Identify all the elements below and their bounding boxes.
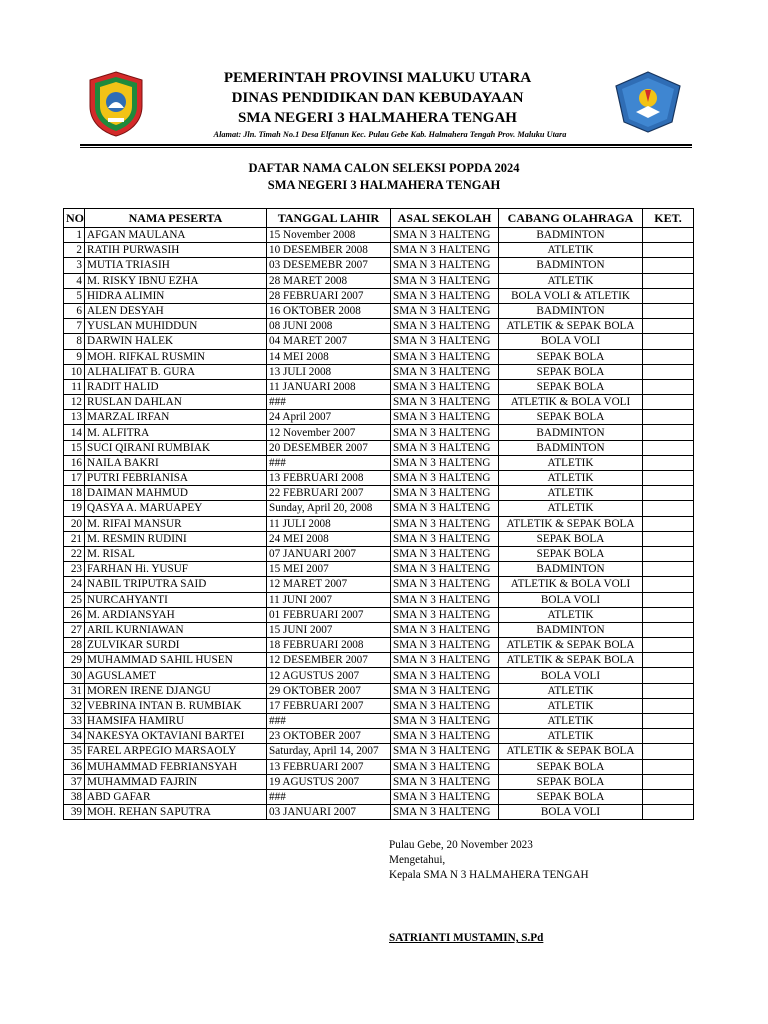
cell-ket — [643, 288, 694, 303]
cell-no: 29 — [64, 653, 85, 668]
cell-no: 30 — [64, 668, 85, 683]
cell-ket — [643, 440, 694, 455]
table-row — [64, 789, 694, 804]
cell-cabang-olahraga: SEPAK BOLA — [499, 531, 643, 546]
signature-acknowledged: Mengetahui, — [389, 854, 446, 866]
cell-ket — [643, 698, 694, 713]
cell-asal-sekolah: SMA N 3 HALTENG — [391, 744, 499, 759]
cell-nama: HAMSIFA HAMIRU — [85, 714, 267, 729]
province-emblem-icon — [86, 70, 146, 138]
cell-tanggal-lahir: 11 JULI 2008 — [267, 516, 391, 531]
cell-nama: MARZAL IRFAN — [85, 410, 267, 425]
cell-nama: MUHAMMAD SAHIL HUSEN — [85, 653, 267, 668]
table-row — [64, 668, 694, 683]
cell-ket — [643, 319, 694, 334]
cell-tanggal-lahir: 13 FEBRUARI 2007 — [267, 759, 391, 774]
cell-tanggal-lahir: 24 April 2007 — [267, 410, 391, 425]
table-row — [64, 364, 694, 379]
cell-no: 35 — [64, 744, 85, 759]
cell-ket — [643, 714, 694, 729]
cell-asal-sekolah: SMA N 3 HALTENG — [391, 577, 499, 592]
cell-nama: NABIL TRIPUTRA SAID — [85, 577, 267, 592]
cell-ket — [643, 638, 694, 653]
cell-tanggal-lahir: 08 JUNI 2008 — [267, 319, 391, 334]
cell-ket — [643, 334, 694, 349]
cell-nama: RUSLAN DAHLAN — [85, 395, 267, 410]
cell-ket — [643, 228, 694, 243]
cell-cabang-olahraga: BOLA VOLI — [499, 668, 643, 683]
cell-nama: M. ARDIANSYAH — [85, 607, 267, 622]
header-tanggal-lahir: TANGGAL LAHIR — [267, 209, 391, 228]
signature-position: Kepala SMA N 3 HALMAHERA TENGAH — [389, 869, 589, 881]
cell-no: 21 — [64, 531, 85, 546]
cell-no: 15 — [64, 440, 85, 455]
table-row — [64, 714, 694, 729]
cell-nama: M. RISKY IBNU EZHA — [85, 273, 267, 288]
cell-ket — [643, 607, 694, 622]
cell-no: 20 — [64, 516, 85, 531]
header-divider-thin — [80, 147, 692, 148]
table-row — [64, 379, 694, 394]
cell-cabang-olahraga: BADMINTON — [499, 622, 643, 637]
cell-asal-sekolah: SMA N 3 HALTENG — [391, 531, 499, 546]
cell-ket — [643, 759, 694, 774]
table-row — [64, 410, 694, 425]
cell-no: 25 — [64, 592, 85, 607]
letterhead — [0, 66, 768, 146]
cell-tanggal-lahir: 17 FEBRUARI 2007 — [267, 698, 391, 713]
cell-ket — [643, 729, 694, 744]
cell-asal-sekolah: SMA N 3 HALTENG — [391, 607, 499, 622]
cell-cabang-olahraga: SEPAK BOLA — [499, 349, 643, 364]
table-row — [64, 440, 694, 455]
cell-asal-sekolah: SMA N 3 HALTENG — [391, 379, 499, 394]
cell-cabang-olahraga: BADMINTON — [499, 228, 643, 243]
cell-nama: MUHAMMAD FEBRIANSYAH — [85, 759, 267, 774]
cell-no: 3 — [64, 258, 85, 273]
cell-asal-sekolah: SMA N 3 HALTENG — [391, 774, 499, 789]
table-row — [64, 425, 694, 440]
cell-nama: MOH. RIFKAL RUSMIN — [85, 349, 267, 364]
cell-ket — [643, 577, 694, 592]
cell-tanggal-lahir: 18 FEBRUARI 2008 — [267, 638, 391, 653]
cell-no: 6 — [64, 303, 85, 318]
cell-asal-sekolah: SMA N 3 HALTENG — [391, 288, 499, 303]
table-row — [64, 531, 694, 546]
cell-asal-sekolah: SMA N 3 HALTENG — [391, 228, 499, 243]
cell-tanggal-lahir: 22 FEBRUARI 2007 — [267, 486, 391, 501]
cell-nama: ABD GAFAR — [85, 789, 267, 804]
cell-ket — [643, 425, 694, 440]
table-row — [64, 638, 694, 653]
cell-ket — [643, 273, 694, 288]
cell-asal-sekolah: SMA N 3 HALTENG — [391, 364, 499, 379]
header-nama-peserta: NAMA PESERTA — [85, 209, 267, 228]
cell-ket — [643, 789, 694, 804]
cell-cabang-olahraga: ATLETIK & SEPAK BOLA — [499, 516, 643, 531]
cell-nama: MUTIA TRIASIH — [85, 258, 267, 273]
cell-cabang-olahraga: SEPAK BOLA — [499, 789, 643, 804]
cell-asal-sekolah: SMA N 3 HALTENG — [391, 562, 499, 577]
table-row — [64, 455, 694, 470]
cell-asal-sekolah: SMA N 3 HALTENG — [391, 471, 499, 486]
cell-tanggal-lahir: 12 November 2007 — [267, 425, 391, 440]
cell-no: 23 — [64, 562, 85, 577]
cell-ket — [643, 562, 694, 577]
cell-no: 24 — [64, 577, 85, 592]
cell-cabang-olahraga: BOLA VOLI & ATLETIK — [499, 288, 643, 303]
cell-nama: ZULVIKAR SURDI — [85, 638, 267, 653]
header-asal-sekolah: ASAL SEKOLAH — [391, 209, 499, 228]
cell-tanggal-lahir: ### — [267, 714, 391, 729]
cell-no: 26 — [64, 607, 85, 622]
cell-asal-sekolah: SMA N 3 HALTENG — [391, 425, 499, 440]
table-row — [64, 486, 694, 501]
cell-nama: HIDRA ALIMIN — [85, 288, 267, 303]
cell-tanggal-lahir: 03 DESEMEBR 2007 — [267, 258, 391, 273]
cell-tanggal-lahir: 15 MEI 2007 — [267, 562, 391, 577]
table-row — [64, 683, 694, 698]
table-row — [64, 501, 694, 516]
cell-no: 14 — [64, 425, 85, 440]
cell-tanggal-lahir: 04 MARET 2007 — [267, 334, 391, 349]
cell-tanggal-lahir: 13 JULI 2008 — [267, 364, 391, 379]
cell-tanggal-lahir: 29 OKTOBER 2007 — [267, 683, 391, 698]
cell-no: 39 — [64, 805, 85, 820]
cell-ket — [643, 349, 694, 364]
cell-nama: ALEN DESYAH — [85, 303, 267, 318]
table-row — [64, 258, 694, 273]
cell-ket — [643, 364, 694, 379]
cell-tanggal-lahir: 23 OKTOBER 2007 — [267, 729, 391, 744]
cell-asal-sekolah: SMA N 3 HALTENG — [391, 486, 499, 501]
cell-cabang-olahraga: SEPAK BOLA — [499, 410, 643, 425]
cell-cabang-olahraga: ATLETIK — [499, 243, 643, 258]
cell-ket — [643, 805, 694, 820]
cell-cabang-olahraga: SEPAK BOLA — [499, 546, 643, 561]
cell-tanggal-lahir: 12 AGUSTUS 2007 — [267, 668, 391, 683]
table-row — [64, 273, 694, 288]
cell-asal-sekolah: SMA N 3 HALTENG — [391, 592, 499, 607]
cell-ket — [643, 683, 694, 698]
cell-asal-sekolah: SMA N 3 HALTENG — [391, 759, 499, 774]
cell-cabang-olahraga: BADMINTON — [499, 425, 643, 440]
cell-nama: DAIMAN MAHMUD — [85, 486, 267, 501]
table-body — [64, 228, 694, 820]
cell-tanggal-lahir: Saturday, April 14, 2007 — [267, 744, 391, 759]
cell-nama: RADIT HALID — [85, 379, 267, 394]
cell-ket — [643, 395, 694, 410]
cell-asal-sekolah: SMA N 3 HALTENG — [391, 410, 499, 425]
cell-nama: MOH. REHAN SAPUTRA — [85, 805, 267, 820]
cell-ket — [643, 546, 694, 561]
cell-asal-sekolah: SMA N 3 HALTENG — [391, 638, 499, 653]
cell-no: 11 — [64, 379, 85, 394]
cell-cabang-olahraga: ATLETIK & SEPAK BOLA — [499, 744, 643, 759]
participant-table — [63, 208, 694, 820]
cell-nama: ALHALIFAT B. GURA — [85, 364, 267, 379]
cell-no: 36 — [64, 759, 85, 774]
cell-nama: NAILA BAKRI — [85, 455, 267, 470]
cell-no: 7 — [64, 319, 85, 334]
table-row — [64, 759, 694, 774]
cell-tanggal-lahir: 03 JANUARI 2007 — [267, 805, 391, 820]
header-no: NO — [64, 209, 85, 228]
header-divider-thick — [80, 144, 692, 146]
cell-cabang-olahraga: SEPAK BOLA — [499, 774, 643, 789]
cell-nama: AGUSLAMET — [85, 668, 267, 683]
table-row — [64, 698, 694, 713]
table-row — [64, 577, 694, 592]
cell-nama: VEBRINA INTAN B. RUMBIAK — [85, 698, 267, 713]
cell-tanggal-lahir: ### — [267, 395, 391, 410]
table-row — [64, 622, 694, 637]
cell-cabang-olahraga: BOLA VOLI — [499, 334, 643, 349]
cell-nama: NAKESYA OKTAVIANI BARTEI — [85, 729, 267, 744]
table-row — [64, 471, 694, 486]
cell-ket — [643, 516, 694, 531]
cell-tanggal-lahir: 13 FEBRUARI 2008 — [267, 471, 391, 486]
cell-no: 4 — [64, 273, 85, 288]
cell-no: 33 — [64, 714, 85, 729]
cell-cabang-olahraga: ATLETIK & SEPAK BOLA — [499, 319, 643, 334]
cell-tanggal-lahir: 12 MARET 2007 — [267, 577, 391, 592]
cell-no: 2 — [64, 243, 85, 258]
table-row — [64, 228, 694, 243]
cell-asal-sekolah: SMA N 3 HALTENG — [391, 273, 499, 288]
cell-asal-sekolah: SMA N 3 HALTENG — [391, 683, 499, 698]
cell-ket — [643, 303, 694, 318]
cell-asal-sekolah: SMA N 3 HALTENG — [391, 714, 499, 729]
cell-asal-sekolah: SMA N 3 HALTENG — [391, 729, 499, 744]
cell-cabang-olahraga: ATLETIK & BOLA VOLI — [499, 577, 643, 592]
cell-no: 5 — [64, 288, 85, 303]
cell-nama: QASYA A. MARUAPEY — [85, 501, 267, 516]
cell-tanggal-lahir: 10 DESEMBER 2008 — [267, 243, 391, 258]
cell-asal-sekolah: SMA N 3 HALTENG — [391, 258, 499, 273]
table-row — [64, 303, 694, 318]
cell-tanggal-lahir: 19 AGUSTUS 2007 — [267, 774, 391, 789]
cell-ket — [643, 622, 694, 637]
cell-cabang-olahraga: ATLETIK — [499, 471, 643, 486]
cell-nama: FARHAN Hi. YUSUF — [85, 562, 267, 577]
signature-name: SATRIANTI MUSTAMIN, S.Pd — [389, 932, 544, 944]
cell-tanggal-lahir: 11 JUNI 2007 — [267, 592, 391, 607]
cell-tanggal-lahir: ### — [267, 455, 391, 470]
table-row — [64, 319, 694, 334]
cell-no: 10 — [64, 364, 85, 379]
cell-no: 12 — [64, 395, 85, 410]
cell-no: 9 — [64, 349, 85, 364]
table-row — [64, 334, 694, 349]
tut-wuri-handayani-icon — [612, 70, 684, 134]
cell-nama: M. RISAL — [85, 546, 267, 561]
cell-nama: M. RESMIN RUDINI — [85, 531, 267, 546]
cell-cabang-olahraga: BOLA VOLI — [499, 805, 643, 820]
cell-cabang-olahraga: ATLETIK — [499, 486, 643, 501]
table-row — [64, 774, 694, 789]
cell-no: 32 — [64, 698, 85, 713]
cell-tanggal-lahir: ### — [267, 789, 391, 804]
cell-asal-sekolah: SMA N 3 HALTENG — [391, 516, 499, 531]
cell-nama: SUCI QIRANI RUMBIAK — [85, 440, 267, 455]
cell-tanggal-lahir: 16 OKTOBER 2008 — [267, 303, 391, 318]
cell-tanggal-lahir: 15 JUNI 2007 — [267, 622, 391, 637]
cell-no: 17 — [64, 471, 85, 486]
cell-no: 31 — [64, 683, 85, 698]
cell-asal-sekolah: SMA N 3 HALTENG — [391, 622, 499, 637]
document-title: DAFTAR NAMA CALON SELEKSI POPDA 2024 — [248, 161, 520, 175]
cell-cabang-olahraga: BADMINTON — [499, 303, 643, 318]
cell-cabang-olahraga: ATLETIK & SEPAK BOLA — [499, 653, 643, 668]
cell-no: 27 — [64, 622, 85, 637]
cell-asal-sekolah: SMA N 3 HALTENG — [391, 349, 499, 364]
cell-cabang-olahraga: BADMINTON — [499, 562, 643, 577]
table-row — [64, 729, 694, 744]
table-row — [64, 744, 694, 759]
table-row — [64, 653, 694, 668]
header-line-2: DINAS PENDIDIKAN DAN KEBUDAYAAN — [231, 90, 524, 106]
document-subtitle: SMA NEGERI 3 HALMAHERA TENGAH — [267, 178, 501, 192]
cell-no: 13 — [64, 410, 85, 425]
header-line-1: PEMERINTAH PROVINSI MALUKU UTARA — [223, 70, 532, 86]
cell-asal-sekolah: SMA N 3 HALTENG — [391, 789, 499, 804]
table-row — [64, 546, 694, 561]
cell-tanggal-lahir: 24 MEI 2008 — [267, 531, 391, 546]
cell-ket — [643, 774, 694, 789]
cell-cabang-olahraga: BADMINTON — [499, 440, 643, 455]
cell-nama: DARWIN HALEK — [85, 334, 267, 349]
cell-asal-sekolah: SMA N 3 HALTENG — [391, 455, 499, 470]
cell-cabang-olahraga: ATLETIK & SEPAK BOLA — [499, 638, 643, 653]
cell-asal-sekolah: SMA N 3 HALTENG — [391, 319, 499, 334]
cell-no: 1 — [64, 228, 85, 243]
cell-nama: AFGAN MAULANA — [85, 228, 267, 243]
cell-cabang-olahraga: ATLETIK — [499, 729, 643, 744]
cell-nama: PUTRI FEBRIANISA — [85, 471, 267, 486]
cell-tanggal-lahir: 07 JANUARI 2007 — [267, 546, 391, 561]
cell-tanggal-lahir: 14 MEI 2008 — [267, 349, 391, 364]
table-row — [64, 805, 694, 820]
cell-nama: NURCAHYANTI — [85, 592, 267, 607]
cell-cabang-olahraga: BADMINTON — [499, 258, 643, 273]
cell-asal-sekolah: SMA N 3 HALTENG — [391, 395, 499, 410]
cell-no: 19 — [64, 501, 85, 516]
cell-cabang-olahraga: ATLETIK — [499, 683, 643, 698]
cell-no: 34 — [64, 729, 85, 744]
cell-tanggal-lahir: 11 JANUARI 2008 — [267, 379, 391, 394]
cell-asal-sekolah: SMA N 3 HALTENG — [391, 546, 499, 561]
cell-no: 22 — [64, 546, 85, 561]
header-line-3: SMA NEGERI 3 HALMAHERA TENGAH — [238, 110, 517, 126]
cell-nama: M. ALFITRA — [85, 425, 267, 440]
cell-tanggal-lahir: 15 November 2008 — [267, 228, 391, 243]
cell-asal-sekolah: SMA N 3 HALTENG — [391, 440, 499, 455]
cell-asal-sekolah: SMA N 3 HALTENG — [391, 501, 499, 516]
cell-ket — [643, 592, 694, 607]
cell-cabang-olahraga: ATLETIK — [499, 273, 643, 288]
cell-asal-sekolah: SMA N 3 HALTENG — [391, 653, 499, 668]
cell-ket — [643, 501, 694, 516]
table-row — [64, 516, 694, 531]
cell-asal-sekolah: SMA N 3 HALTENG — [391, 243, 499, 258]
cell-nama: MUHAMMAD FAJRIN — [85, 774, 267, 789]
cell-asal-sekolah: SMA N 3 HALTENG — [391, 303, 499, 318]
cell-tanggal-lahir: 12 DESEMBER 2007 — [267, 653, 391, 668]
cell-nama: RATIH PURWASIH — [85, 243, 267, 258]
cell-tanggal-lahir: 20 DESEMBER 2007 — [267, 440, 391, 455]
cell-no: 37 — [64, 774, 85, 789]
cell-tanggal-lahir: 28 MARET 2008 — [267, 273, 391, 288]
cell-no: 38 — [64, 789, 85, 804]
cell-ket — [643, 744, 694, 759]
cell-nama: ARIL KURNIAWAN — [85, 622, 267, 637]
cell-tanggal-lahir: Sunday, April 20, 2008 — [267, 501, 391, 516]
cell-cabang-olahraga: ATLETIK — [499, 455, 643, 470]
table-row — [64, 395, 694, 410]
cell-ket — [643, 531, 694, 546]
cell-no: 28 — [64, 638, 85, 653]
cell-nama: YUSLAN MUHIDDUN — [85, 319, 267, 334]
cell-no: 16 — [64, 455, 85, 470]
table-row — [64, 592, 694, 607]
cell-cabang-olahraga: BOLA VOLI — [499, 592, 643, 607]
cell-no: 18 — [64, 486, 85, 501]
cell-ket — [643, 471, 694, 486]
cell-ket — [643, 379, 694, 394]
cell-asal-sekolah: SMA N 3 HALTENG — [391, 698, 499, 713]
table-row — [64, 562, 694, 577]
cell-cabang-olahraga: SEPAK BOLA — [499, 759, 643, 774]
cell-cabang-olahraga: ATLETIK & BOLA VOLI — [499, 395, 643, 410]
cell-asal-sekolah: SMA N 3 HALTENG — [391, 334, 499, 349]
cell-ket — [643, 486, 694, 501]
table-header-row — [64, 209, 694, 228]
table-row — [64, 243, 694, 258]
header-address: Alamat: Jln. Timah No.1 Desa Elfanun Kec. Pulau Gebe Kab. Halmahera Tengah Prov. Maluku Utara — [213, 130, 567, 139]
table-row — [64, 607, 694, 622]
cell-ket — [643, 258, 694, 273]
signature-place-date: Pulau Gebe, 20 November 2023 — [389, 839, 533, 851]
cell-asal-sekolah: SMA N 3 HALTENG — [391, 805, 499, 820]
header-cabang-olahraga: CABANG OLAHRAGA — [499, 209, 643, 228]
header-ket: KET. — [643, 209, 694, 228]
cell-cabang-olahraga: ATLETIK — [499, 714, 643, 729]
cell-asal-sekolah: SMA N 3 HALTENG — [391, 668, 499, 683]
table-row — [64, 288, 694, 303]
cell-cabang-olahraga: ATLETIK — [499, 501, 643, 516]
table-row — [64, 349, 694, 364]
cell-nama: FAREL ARPEGIO MARSAOLY — [85, 744, 267, 759]
cell-no: 8 — [64, 334, 85, 349]
cell-cabang-olahraga: ATLETIK — [499, 698, 643, 713]
cell-ket — [643, 653, 694, 668]
cell-tanggal-lahir: 28 FEBRUARI 2007 — [267, 288, 391, 303]
cell-cabang-olahraga: ATLETIK — [499, 607, 643, 622]
cell-cabang-olahraga: SEPAK BOLA — [499, 364, 643, 379]
cell-ket — [643, 455, 694, 470]
cell-nama: MOREN IRENE DJANGU — [85, 683, 267, 698]
cell-nama: M. RIFAI MANSUR — [85, 516, 267, 531]
cell-ket — [643, 668, 694, 683]
cell-ket — [643, 410, 694, 425]
cell-cabang-olahraga: SEPAK BOLA — [499, 379, 643, 394]
cell-tanggal-lahir: 01 FEBRUARI 2007 — [267, 607, 391, 622]
cell-ket — [643, 243, 694, 258]
